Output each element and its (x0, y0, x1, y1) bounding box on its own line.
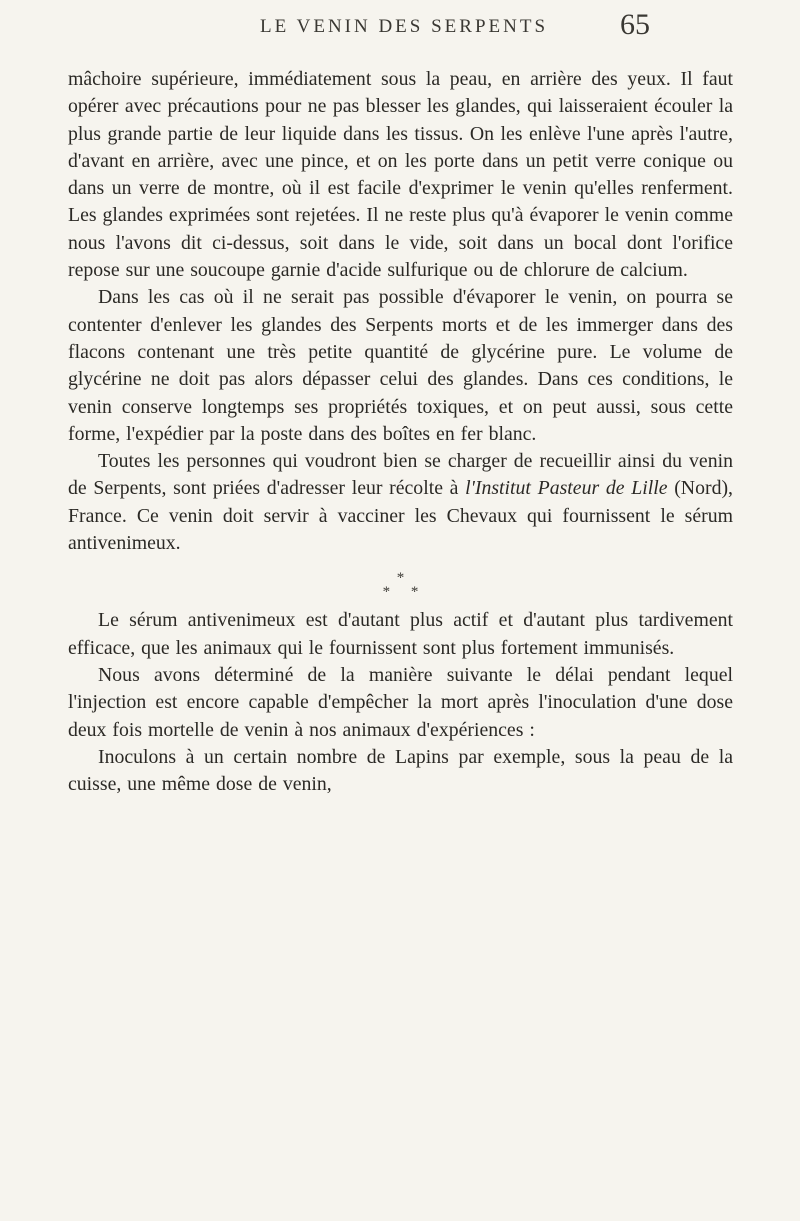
institute-name: l'Institut Pasteur de Lille (465, 477, 668, 500)
paragraph-method: Nous avons déterminé de la manière suivante le délai pendant lequel l'injection est encore capable d'empêcher la mort après l'inoculation d'une dose deux fois mortelle de venin à nos animaux d'expériences : (68, 663, 733, 741)
paragraph-continuation: mâchoire supérieure, immédiatement sous la peau, en arrière des yeux. Il faut opérer avec précautions pour ne pas blesser les glandes, qui laisseraient écouler la plus grande partie de leur liquide dans les tissus. On les enlève l'une après l'autre, d'avant en arrière, avec une pince, et on les porte dans un petit verre conique ou dans un verre de montre, où il est facile d'exprimer le venin qu'elles renferment. Les glandes exprimées sont rejetées. Il ne reste plus qu'à évaporer le venin comme nous l'avons dit ci-dessus, soit dans le vide, soit dans un bocal dont l'orifice repose sur une soucoupe garnie d'acide sulfurique ou de chlorure de calcium. (68, 68, 733, 282)
collection-request-end: (Nord), France. Ce venin doit servir à vacciner les Chevaux qui fournissent le sérum antivenimeux. (68, 477, 733, 555)
asterism-top: * (396, 570, 405, 587)
page-number: 65 (620, 8, 650, 41)
body-text (68, 66, 733, 798)
paragraph-serum-efficacy: Le sérum antivenimeux est d'autant plus actif et d'autant plus tardivement efficace, que les animaux qui le fournissent sont plus fortement immunisés. (68, 609, 733, 659)
paragraph-collection-request (68, 448, 733, 557)
asterism-bottom: * * (382, 584, 427, 601)
section-break-asterism (68, 571, 733, 599)
paragraph-rabbits: Inoculons à un certain nombre de Lapins par exemple, sous la peau de la cuisse, une même dose de venin, (68, 745, 733, 796)
running-title: LE VENIN DES SERPENTS (260, 16, 549, 37)
paragraph-glycerine: Dans les cas où il ne serait pas possible d'évaporer le venin, on pourra se contenter d'enlever les glandes des Serpents morts et de les immerger dans des flacons contenant une très petite quantité de glycérine pure. Le volume de glycérine ne doit pas alors dépasser celui des glandes. Dans ces conditions, le venin conserve longtemps ses propriétés toxiques, et on peut aussi, sous cette forme, l'expédier par la poste dans des boîtes en fer blanc. (68, 286, 733, 445)
collection-request-text: Toutes les personnes qui voudront bien se charger de recueillir ainsi du venin de Serpents, sont priées d'adresser leur récolte à (68, 450, 733, 500)
running-head (0, 8, 800, 48)
